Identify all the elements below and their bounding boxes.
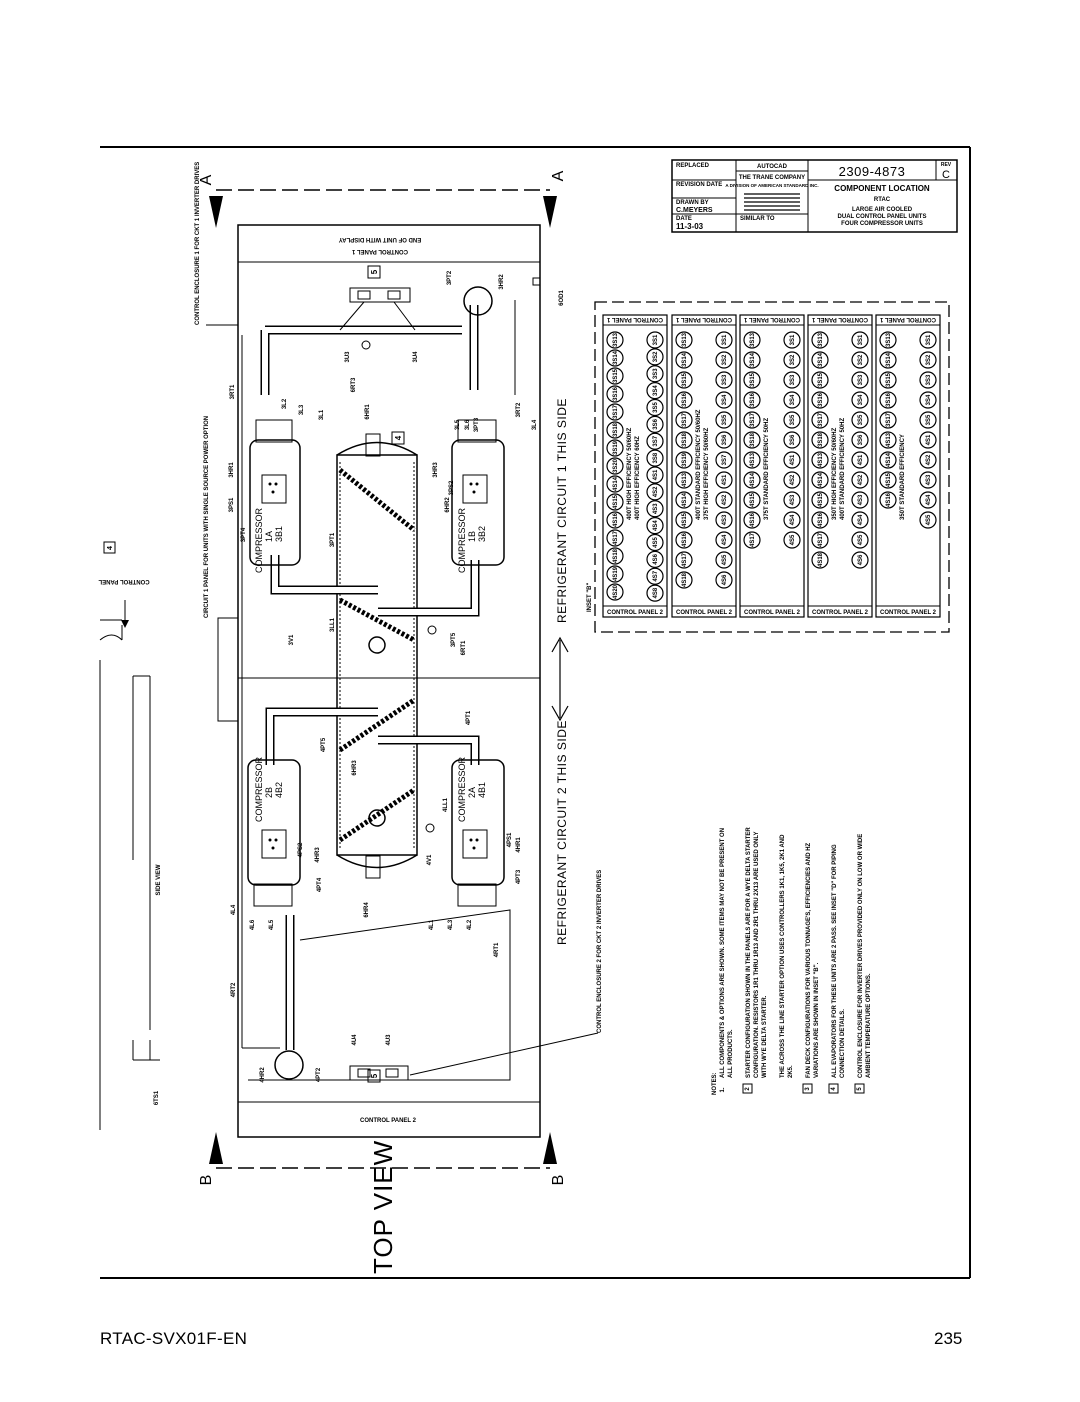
tag-6rt1: 6RT1: [461, 640, 467, 656]
side-control-panel-label: CONTROL PANEL: [98, 578, 150, 584]
sensor-6od1: [533, 278, 540, 285]
inset-panel-desc: 400T STANDARD EFFICIENCY 50HZ: [840, 417, 846, 520]
fan-label: 4S14: [750, 472, 756, 488]
fan-label: 3S5: [722, 414, 728, 426]
fan-label: 3S13: [886, 332, 892, 348]
note-markers: [104, 266, 404, 1082]
tag-3l1: 3L1: [319, 409, 325, 421]
arrow-b-right: [543, 1132, 557, 1164]
fan-label: 3S14: [886, 352, 892, 368]
compressor-1a-id: 1A: [264, 530, 274, 542]
sensor-3ll1: [428, 626, 436, 634]
fan-label: 4S15: [886, 472, 892, 488]
fan-label: 4S20: [613, 584, 619, 600]
fan-label: 3S7: [722, 454, 728, 466]
circuit-divider-arrow: [552, 638, 568, 720]
inset-panel-top-label: CONTROL PANEL 1: [675, 316, 733, 322]
arrow-a-left: [209, 196, 223, 228]
tag-4v1: 4V1: [427, 854, 433, 866]
notes-section: [712, 827, 872, 1095]
tag-4l6: 4L6: [250, 919, 256, 931]
inset-panel-desc: 400T STANDARD EFFICIENCY 50/60HZ: [696, 409, 702, 520]
fan-label: 4S6: [858, 554, 864, 566]
tb-legal-text: [744, 194, 800, 210]
tb-drawn-by: C.MEYERS: [676, 207, 713, 214]
tb-rev: C: [942, 169, 950, 181]
fan-label: 3S14: [613, 350, 619, 366]
note-text-line: CONTROL ENCLOSURE FOR INVERTER DRIVES PROVIDED ONLY ON LOW OR WIDE: [858, 833, 864, 1078]
fan-label: 3S5: [926, 414, 932, 426]
fan-label: 3S3: [653, 368, 659, 380]
tb-title: COMPONENT LOCATION: [834, 184, 930, 193]
note-text-line: VARIATIONS ARE SHOWN IN INSET "B".: [814, 962, 820, 1078]
tag-6od1: 6OD1: [559, 290, 565, 306]
note-text-line: CONNECTION DETAILS.: [840, 1009, 846, 1078]
fan-label: 3S1: [926, 334, 932, 346]
fan-label: 4S17: [818, 532, 824, 548]
enclosure-2-note: [597, 870, 603, 1033]
compressor-2b-name: COMPRESSOR: [254, 756, 264, 822]
tb-date-label: DATE: [676, 216, 692, 222]
tag-3l2: 3L2: [282, 398, 288, 410]
circuit-1-side-label: REFRIGERANT CIRCUIT 1 THIS SIDE: [555, 398, 569, 623]
fan-label: 4S6: [722, 574, 728, 586]
fan-label: 4S2: [926, 454, 932, 466]
note-text-line: STARTER CONFIGURATION SHOWN IN THE PANELS ARE FOR A WYE DELTA STARTER: [746, 827, 752, 1078]
end-of-unit-label: END OF UNIT WITH DISPLAY: [338, 236, 422, 242]
fan-label: 4S16: [818, 512, 824, 528]
inset-b-label: INSET "B": [587, 582, 593, 612]
inset-panel-top-label: CONTROL PANEL 1: [743, 316, 801, 322]
fan-label: 3S15: [886, 372, 892, 388]
tb-similar-to-label: SIMILAR TO: [740, 216, 775, 222]
fan-label: 3S19: [682, 452, 688, 468]
fan-label: 3S6: [653, 419, 659, 430]
fan-label: 3S17: [682, 412, 688, 428]
enclosure-1-note: [195, 162, 201, 325]
fan-label: 3S18: [613, 422, 619, 438]
title-block: [672, 160, 957, 232]
fan-label: 4S13: [682, 472, 688, 488]
fan-label: 4S16: [682, 532, 688, 548]
inset-panel-bottom-label: CONTROL PANEL 2: [743, 610, 801, 616]
tag-4ps2: 4PS2: [298, 842, 304, 858]
fan-label: 4S15: [682, 512, 688, 528]
fan-label: 3S18: [750, 432, 756, 448]
tag-3l3: 3L3: [299, 404, 305, 416]
footer-doc-id: RTAC-SVX01F-EN: [100, 1329, 248, 1348]
side-view-label: SIDE VIEW: [156, 864, 162, 896]
tb-drawn-by-label: DRAWN BY: [676, 200, 709, 206]
note-text-line: CONFIGURATION. RESISTORS 1R1 THRU 1R13 AND 2R1 THRU 2X13 ARE USED ONLY: [754, 831, 760, 1078]
view-title: TOP VIEW: [368, 1139, 398, 1274]
fan-label: 3S1: [653, 334, 659, 346]
tb-drawing-number: 2309-4873: [838, 164, 906, 179]
fan-label: 4S14: [886, 452, 892, 468]
fan-label: 4S15: [750, 492, 756, 508]
tag-4pt1: 4PT1: [466, 710, 472, 726]
fan-label: 3S6: [722, 434, 728, 446]
tag-4pt3: 4PT3: [516, 869, 522, 885]
fan-label: 4S19: [613, 566, 619, 582]
fan-label: 4S1: [653, 469, 659, 481]
compressor-2b: [248, 756, 300, 906]
fan-label: 3S3: [722, 374, 728, 386]
fan-label: 3S14: [818, 352, 824, 368]
fan-label: 4S4: [858, 514, 864, 526]
inset-panel-4: [808, 315, 872, 617]
inset-panel-bottom-label: CONTROL PANEL 2: [811, 610, 869, 616]
compressor-1b-name: COMPRESSOR: [457, 508, 467, 574]
fan-label: 3S14: [682, 352, 688, 368]
fan-label: 3S16: [750, 392, 756, 408]
fan-label: 4S4: [926, 494, 932, 506]
fan-label: 3S5: [790, 414, 796, 426]
fan-label: 4S3: [722, 514, 728, 526]
note-text-line: WITH WYE DELTA STARTER.: [762, 995, 768, 1078]
footer-page-number: 235: [934, 1329, 963, 1348]
fan-label: 4S18: [818, 552, 824, 568]
fan-label: 3S3: [858, 374, 864, 386]
enclosure-2-leader: [410, 1033, 598, 1075]
note-text-line: ALL PRODUCTS.: [728, 1029, 734, 1078]
tag-3ps1: 3PS1: [229, 497, 235, 513]
compressor-2a-id: 2A: [467, 786, 477, 798]
arrow-a-right: [543, 196, 557, 228]
section-a-label-left: A: [198, 174, 215, 186]
circuit-2-side-label: REFRIGERANT CIRCUIT 2 THIS SIDE: [555, 720, 569, 945]
notes-list: [720, 827, 872, 1093]
tag-6hr2: 6HR2: [445, 497, 451, 513]
fan-label: 4S17: [750, 532, 756, 548]
inset-panel-top-label: CONTROL PANEL 1: [606, 316, 664, 322]
tb-company-sub: A DIVISION OF AMERICAN STANDARD INC.: [725, 183, 819, 188]
fan-label: 4S5: [722, 554, 728, 566]
fan-label: 4S15: [818, 492, 824, 508]
circuit-1-panel-enclosure: [218, 618, 238, 721]
compressor-1b-code: 3B2: [477, 525, 487, 542]
tag-4pt5: 4PT5: [321, 737, 327, 753]
note-text-line: THE ACROSS THE LINE STARTER OPTION USES CONTROLLERS 1K1, 1K5, 2K1 AND: [780, 834, 786, 1078]
fan-label: 3S17: [750, 412, 756, 428]
inset-panel-top-label: CONTROL PANEL 1: [811, 316, 869, 322]
fan-label: 3S15: [613, 368, 619, 384]
fan-label: 4S17: [613, 530, 619, 546]
fan-label: 4S16: [750, 512, 756, 528]
tb-company: THE TRANE COMPANY: [738, 175, 806, 181]
tag-3rt2: 3RT2: [516, 402, 522, 418]
fan-label: 4S1: [858, 454, 864, 466]
inset-panel-5: [876, 315, 940, 617]
inset-panel-desc: 375T HIGH EFFICIENCY 50/60HZ: [704, 427, 710, 520]
inset-panel-desc: 375T STANDARD EFFICIENCY 50HZ: [764, 417, 770, 520]
marker-4-top: 4: [394, 435, 403, 441]
tag-4u3: 4U3: [386, 1034, 392, 1046]
fan-label: 4S5: [858, 534, 864, 546]
fan-label: 3S17: [886, 412, 892, 428]
tag-3l5: 3L5: [455, 419, 461, 431]
fan-label: 3S15: [682, 372, 688, 388]
marker-4-side: 4: [107, 546, 114, 550]
fan-label: 4S5: [926, 514, 932, 526]
fan-label: 3S4: [653, 385, 659, 396]
compressor-1a-name: COMPRESSOR: [254, 508, 264, 574]
tag-6rt3: 6RT3: [351, 377, 357, 393]
fan-label: 4S2: [722, 494, 728, 506]
fan-label: 4S14: [818, 472, 824, 488]
fan-label: 3S3: [790, 374, 796, 386]
compressor-1b: [452, 420, 504, 573]
inset-panel-group: [603, 315, 940, 617]
compressor-2b-id: 2B: [264, 786, 274, 798]
tag-4hr3: 4HR3: [315, 847, 321, 863]
inverter-enclosure-1: [340, 288, 415, 349]
fan-label: 4S3: [926, 474, 932, 486]
fan-label: 4S1: [926, 434, 932, 446]
tag-4hr2: 4HR2: [260, 1067, 266, 1083]
inset-panel-2: [672, 315, 736, 617]
notes-title: NOTES:: [712, 1072, 718, 1095]
inverter-enclosure-2: [350, 1066, 408, 1080]
fan-label: 3S8: [653, 452, 659, 464]
fan-label: 3S4: [790, 394, 796, 406]
circuit-2-oil-separator: [275, 1051, 303, 1079]
circuit-1-panel-note: CIRCUIT 1 PANEL FOR UNITS WITH SINGLE SOURCE POWER OPTION: [204, 415, 210, 618]
fan-label: 3S4: [858, 394, 864, 406]
compressor-2a-code: 4B1: [477, 781, 487, 798]
fan-label: 4S8: [653, 587, 659, 599]
note-marker-number: 2: [745, 1087, 751, 1091]
tb-replaced-label: REPLACED: [676, 163, 710, 169]
fan-label: 4S18: [613, 548, 619, 564]
fan-label: 3S18: [682, 432, 688, 448]
tag-4pt2: 4PT2: [316, 1067, 322, 1083]
tag-3u3: 3U3: [345, 351, 351, 363]
compressor-1a: [250, 420, 300, 573]
compressor-1b-id: 1B: [467, 530, 477, 542]
tag-3u4: 3U4: [413, 351, 419, 363]
fan-label: 4S15: [613, 494, 619, 510]
fan-label: 4S1: [722, 474, 728, 486]
fan-label: 3S2: [858, 354, 864, 366]
fan-label: 3S16: [818, 392, 824, 408]
note-text-line: ALL EVAPORATORS FOR THESE UNITS ARE 2 PASS. SEE INSET "D" FOR PIPING: [832, 844, 838, 1078]
tb-date: 11-3-03: [676, 222, 704, 231]
fan-label: 3S13: [750, 332, 756, 348]
fan-label: 3S13: [682, 332, 688, 348]
fan-label: 3S13: [613, 332, 619, 348]
fan-label: 3S2: [926, 354, 932, 366]
inset-panel-desc: 350T STANDARD EFFICIENCY: [900, 434, 906, 520]
compressor-2a: [452, 756, 504, 906]
note-number: 1.: [720, 1087, 726, 1093]
fan-label: 4S16: [613, 512, 619, 528]
tag-4l4: 4L4: [231, 904, 237, 916]
fan-label: 3S19: [613, 440, 619, 456]
tag-6hr3: 6HR3: [352, 760, 358, 776]
note-text-line: ALL COMPONENTS & OPTIONS ARE SHOWN. SOME ITEMS MAY NOT BE PRESENT ON: [720, 827, 726, 1078]
tag-4u4: 4U4: [352, 1034, 358, 1046]
fan-label: 3S17: [613, 404, 619, 420]
tag-3pt4: 3PT4: [241, 527, 247, 543]
unit-outline: [238, 225, 540, 1137]
fan-label: 3S16: [886, 392, 892, 408]
fan-label: 3S14: [750, 352, 756, 368]
tag-3ps2: 3PS2: [449, 480, 455, 496]
section-a-label-right: A: [550, 170, 567, 182]
tag-6ts1: 6TS1: [154, 1090, 160, 1106]
compressor-2a-name: COMPRESSOR: [457, 756, 467, 822]
fan-label: 4S2: [653, 486, 659, 498]
tag-6hr1: 6HR1: [365, 404, 371, 420]
fan-label: 3S4: [926, 394, 932, 406]
fan-label: 4S1: [790, 454, 796, 466]
fan-label: 3S1: [790, 334, 796, 346]
fan-label: 4S17: [682, 552, 688, 568]
fan-label: 3S13: [818, 332, 824, 348]
tag-4ps1: 4PS1: [507, 832, 513, 848]
tag-4l2: 4L2: [467, 919, 473, 931]
control-panel-1-label: CONTROL PANEL 1: [351, 248, 409, 254]
fan-label: 3S15: [818, 372, 824, 388]
inset-panel-top-label: CONTROL PANEL 1: [879, 316, 937, 322]
tag-4hr1: 4HR1: [516, 837, 522, 853]
fan-label: 3S18: [818, 432, 824, 448]
inset-panel-1: [603, 315, 667, 617]
note-marker-number: 4: [831, 1087, 837, 1091]
fan-label: 3S6: [858, 434, 864, 446]
tag-3pt1: 3PT1: [330, 532, 336, 548]
tag-3pt5: 3PT5: [451, 632, 457, 648]
note-marker-number: 3: [805, 1087, 811, 1091]
marker-5-bottom: 5: [370, 1073, 379, 1079]
control-panel-2-label: CONTROL PANEL 2: [359, 1118, 417, 1124]
fan-label: 3S2: [790, 354, 796, 366]
inset-panel-desc: 350T HIGH EFFICIENCY 50/60HZ: [832, 427, 838, 520]
tag-3rt1: 3RT1: [230, 384, 236, 400]
tag-4pt4: 4PT4: [317, 877, 323, 893]
note-marker-number: 5: [857, 1087, 863, 1091]
fan-label: 3S20: [613, 458, 619, 474]
tag-3hr3: 3HR3: [433, 462, 439, 478]
fan-label: 3S5: [653, 402, 659, 413]
section-b-label-right: B: [550, 1174, 567, 1186]
fan-label: 3S16: [682, 392, 688, 408]
inset-panel-desc: 400T HIGH EFFICIENCY 60HZ: [635, 436, 641, 520]
tag-4rt1: 4RT1: [494, 942, 500, 958]
fan-label: 4S5: [653, 537, 659, 548]
fan-label: 4S13: [886, 432, 892, 448]
fan-label: 4S7: [653, 570, 659, 582]
tb-revision-date-label: REVISION DATE: [676, 182, 723, 188]
fan-label: 4S18: [682, 572, 688, 588]
fan-label: 3S1: [722, 334, 728, 346]
fan-label: 4S13: [818, 452, 824, 468]
fan-label: 3S1: [858, 334, 864, 346]
fan-label: 3S17: [818, 412, 824, 428]
fan-label: 3S15: [750, 372, 756, 388]
fan-label: 4S13: [750, 452, 756, 468]
tb-desc-2: DUAL CONTROL PANEL UNITS: [837, 214, 927, 220]
compressor-1a-code: 3B1: [274, 525, 284, 542]
tag-4l5: 4L5: [269, 919, 275, 931]
tag-3l4: 3L4: [532, 419, 538, 431]
fan-label: 4S14: [682, 492, 688, 508]
tag-3v1: 3V1: [289, 634, 295, 646]
enclosure-2-note-text: CONTROL ENCLOSURE 2 FOR CKT 2 INVERTER DRIVES: [597, 869, 603, 1033]
fan-label: 4S2: [790, 474, 796, 486]
inset-b: [587, 302, 949, 632]
fan-label: 3S2: [722, 354, 728, 366]
tb-rev-label: REV: [940, 162, 952, 168]
fan-label: 4S3: [653, 503, 659, 515]
component-tags: [154, 270, 565, 1105]
fan-label: 3S4: [722, 394, 728, 406]
fan-label: 3S5: [858, 414, 864, 426]
tag-4rt2: 4RT2: [231, 982, 237, 998]
inset-panel-bottom-label: CONTROL PANEL 2: [879, 610, 937, 616]
fan-label: 3S6: [790, 434, 796, 446]
tag-4ll1: 4LL1: [443, 797, 449, 813]
tb-product: RTAC: [873, 197, 891, 203]
side-view: [98, 578, 162, 1130]
fan-label: 4S3: [858, 494, 864, 506]
tag-3l6: 3L6: [465, 419, 471, 431]
note-text-line: AMBIENT TEMPERATURE OPTIONS.: [866, 973, 872, 1078]
fan-label: 3S7: [653, 435, 659, 447]
fan-label: 3S2: [653, 351, 659, 363]
tb-desc-3: FOUR COMPRESSOR UNITS: [841, 221, 923, 227]
tag-3pt2: 3PT2: [447, 270, 453, 286]
tb-autocad: AUTOCAD: [757, 164, 787, 170]
fan-label: 4S6: [653, 554, 659, 565]
tag-6hr4: 6HR4: [364, 902, 370, 918]
fan-label: 4S3: [790, 494, 796, 506]
compressor-2b-code: 4B2: [274, 781, 284, 798]
note-text-line: FAN DECK CONFIGURATIONS FOR VARIOUS TONNAGE'S, EFFICIENCIES AND HZ: [806, 842, 812, 1078]
fan-label: 4S4: [653, 520, 659, 531]
tag-3pt3: 3PT3: [474, 417, 480, 433]
tag-4l3: 4L3: [448, 919, 454, 931]
evaporator: [337, 434, 417, 878]
tb-desc-1: LARGE AIR COOLED: [851, 207, 913, 213]
marker-5-top: 5: [370, 269, 379, 275]
fan-label: 4S2: [858, 474, 864, 486]
fan-label: 3S3: [926, 374, 932, 386]
inset-panel-bottom-label: CONTROL PANEL 2: [675, 610, 733, 616]
tag-3hr2: 3HR2: [499, 274, 505, 290]
fan-label: 4S16: [886, 492, 892, 508]
enclosure-1-note-text: CONTROL ENCLOSURE 1 FOR CKT 1 INVERTER DRIVES: [195, 161, 201, 325]
fan-label: 4S4: [722, 534, 728, 546]
tag-3ll1: 3LL1: [330, 617, 336, 633]
arrow-b-left: [209, 1132, 223, 1164]
fan-label: 4S5: [790, 534, 796, 546]
tag-3hr1: 3HR1: [229, 462, 235, 478]
fan-label: 3S16: [613, 386, 619, 402]
inset-panel-bottom-label: CONTROL PANEL 2: [606, 610, 664, 616]
fan-label: 4S4: [790, 514, 796, 526]
sensor-4ll1: [426, 824, 434, 832]
section-b-label-left: B: [198, 1174, 215, 1186]
fan-label: 4S14: [613, 476, 619, 492]
inset-panel-desc: 400T HIGH EFFICIENCY 50/60HZ: [627, 427, 633, 520]
tag-4l1: 4L1: [429, 919, 435, 931]
inset-panel-3: [740, 315, 804, 617]
note-text-line: 2K5.: [788, 1065, 794, 1078]
